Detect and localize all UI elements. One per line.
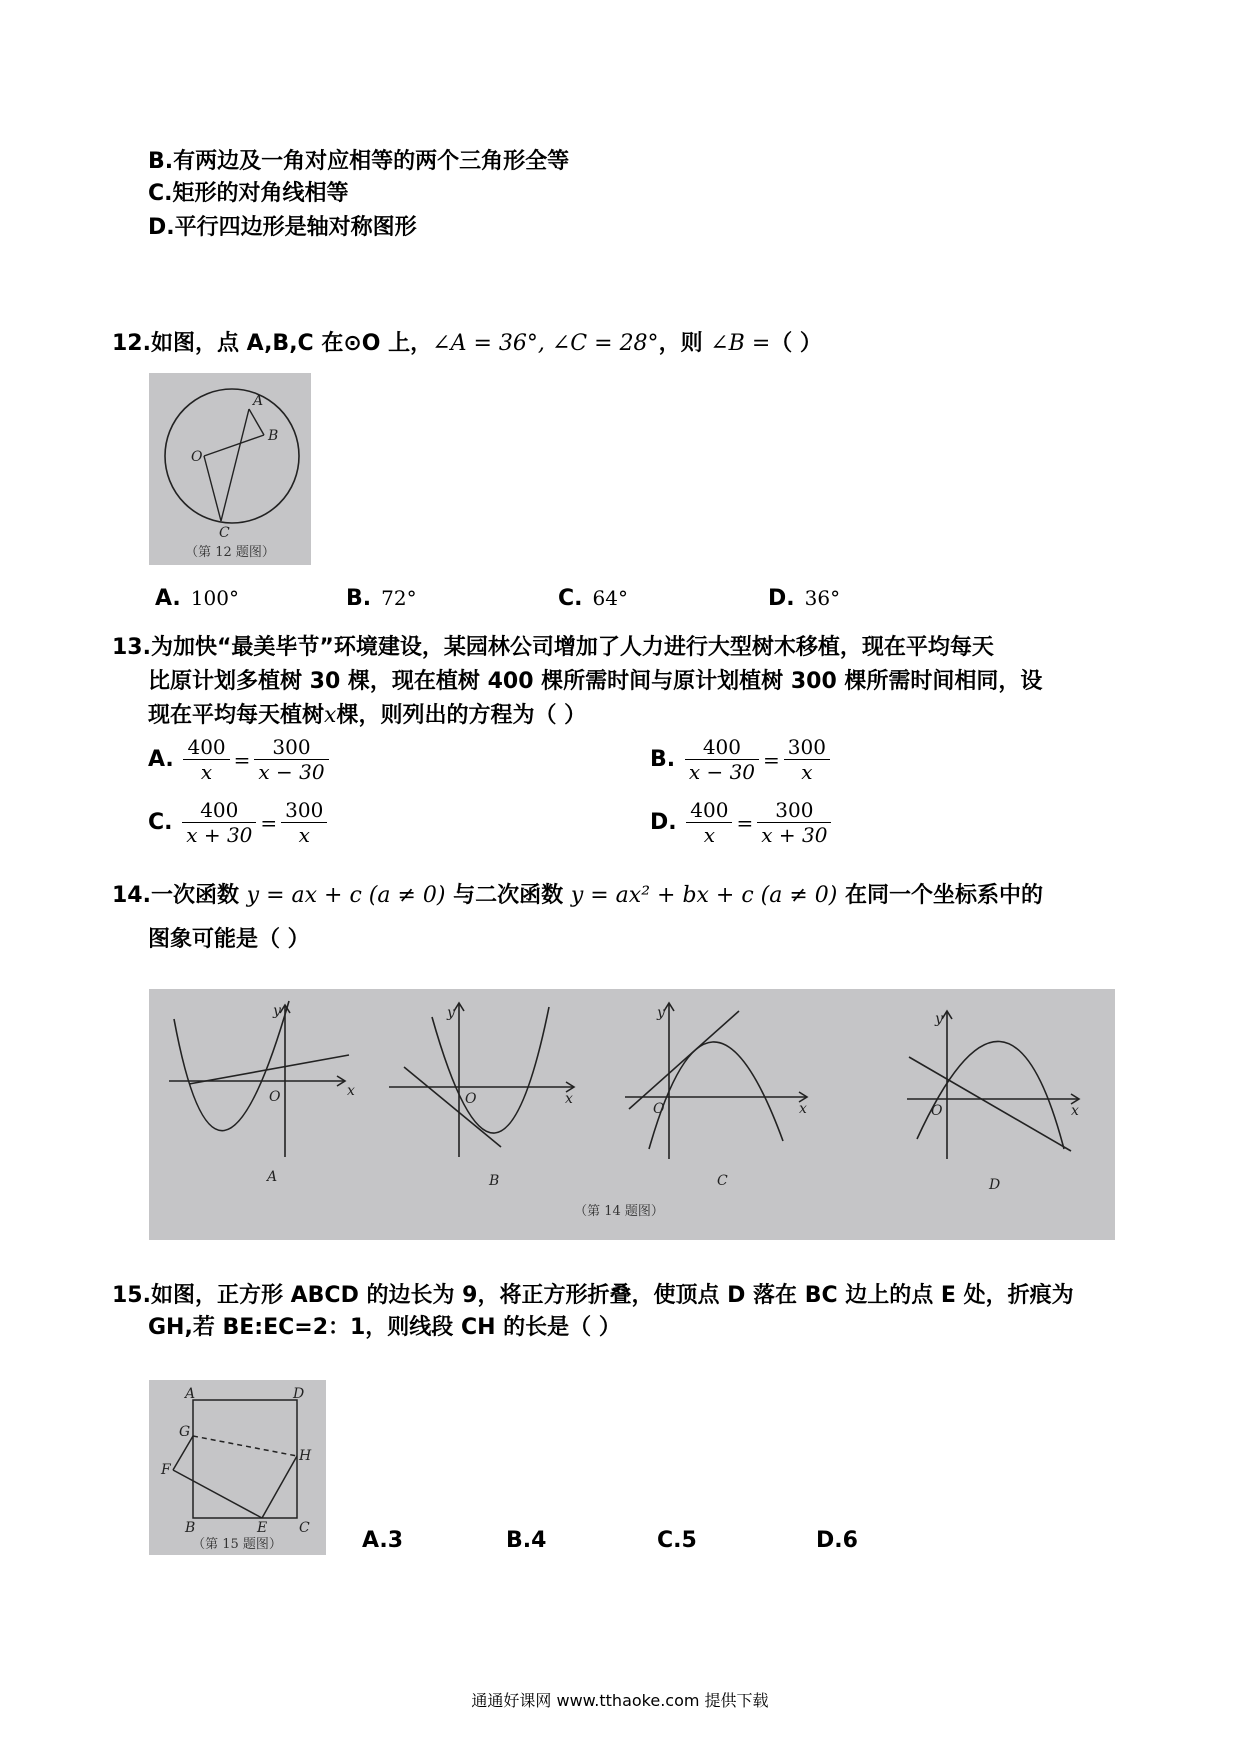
q14-line1 — [112, 880, 1043, 912]
q14-line1-pre: 14.一次函数 — [112, 883, 239, 908]
q15-figure — [149, 1380, 326, 1555]
q13-option-b-left-fraction — [685, 735, 759, 784]
q13-line3 — [148, 700, 586, 732]
q13-d-left-den: x — [703, 823, 716, 847]
q13-b-right-num: 300 — [784, 735, 830, 760]
q15-option-d: D.6 — [816, 1528, 858, 1553]
q13-option-d-left-fraction — [686, 798, 732, 847]
q15-option-c: C.5 — [657, 1528, 697, 1553]
q14-line1-mid: 与二次函数 — [453, 883, 564, 908]
q14-panel-a — [169, 1001, 349, 1157]
q12-option-b — [346, 586, 417, 611]
q12-option-a — [155, 586, 239, 611]
q13-a-left-den: x — [200, 760, 213, 784]
q14-panel-d-label: D — [989, 1177, 1001, 1193]
q12-chord-ac — [221, 409, 249, 521]
q12-label-o: O — [191, 449, 203, 465]
q13-option-a-right-fraction — [254, 735, 328, 784]
q13-option-a-left-fraction — [183, 735, 229, 784]
q15-segment-eh — [262, 1456, 297, 1518]
q13-line3-post: 棵，则列出的方程为（ ） — [336, 703, 587, 728]
q14-c-x-label: x — [799, 1101, 807, 1117]
q13-b-right-den: x — [801, 760, 813, 784]
q12-option-b-letter: B. — [346, 586, 372, 611]
q11-option-b: B.有两边及一角对应相等的两个三角形全等 — [148, 149, 570, 174]
q12-option-d — [768, 586, 840, 611]
q14-b-origin: O — [465, 1091, 477, 1107]
q13-option-c-letter: C. — [148, 810, 173, 835]
q14-c-line — [629, 1011, 739, 1109]
q15-label-f: F — [161, 1462, 171, 1478]
q15-segment-fe — [173, 1470, 262, 1518]
q12-stem-prefix: 12.如图，点 A,B,C 在⊙O 上， — [112, 331, 433, 356]
q12-stem-angles: ∠A = 36°, ∠C = 28° — [432, 331, 659, 356]
q13-option-b-letter: B. — [650, 747, 676, 772]
q13-line3-pre: 现在平均每天植树 — [148, 703, 325, 728]
q14-figure — [149, 989, 1115, 1240]
q13-option-c — [148, 798, 329, 847]
q12-option-c-letter: C. — [558, 586, 583, 611]
q12-stem — [112, 328, 822, 360]
q12-label-a: A — [253, 393, 264, 409]
q14-d-origin: O — [931, 1103, 943, 1119]
q15-label-e: E — [257, 1520, 268, 1536]
q12-figure-caption: （第 12 题图） — [185, 545, 275, 560]
q13-b-equals: = — [763, 747, 780, 772]
q14-panel-b — [389, 1003, 574, 1157]
q13-option-c-right-fraction — [281, 798, 327, 847]
q14-panel-c — [625, 1003, 807, 1159]
q14-a-line — [189, 1055, 349, 1084]
q13-d-right-den: x + 30 — [761, 823, 828, 847]
q12-option-c-value: 64° — [592, 586, 628, 610]
q15-label-c: C — [299, 1520, 310, 1536]
q13-b-left-num: 400 — [685, 735, 759, 760]
q13-line3-var: x — [324, 703, 337, 728]
q14-line1-post: 在同一个坐标系中的 — [845, 883, 1044, 908]
q13-option-d — [650, 798, 833, 847]
q15-label-h: H — [299, 1448, 312, 1464]
q13-d-right-num: 300 — [757, 798, 831, 823]
page-footer: 通通好课网 www.tthaoke.com 提供下载 — [471, 1691, 769, 1710]
q15-fold-line-gh — [193, 1436, 297, 1456]
q15-option-b: B.4 — [506, 1528, 547, 1553]
q14-panel-d — [907, 1011, 1079, 1159]
q12-stem-angle-b: ∠B = — [710, 331, 771, 356]
q13-option-b-right-fraction — [784, 735, 830, 784]
q13-option-d-letter: D. — [650, 810, 677, 835]
q13-c-equals: = — [260, 810, 278, 835]
q13-c-right-den: x — [298, 823, 310, 847]
q12-chord-ab — [249, 409, 264, 435]
q13-option-b — [650, 735, 832, 784]
q12-figure — [149, 373, 311, 565]
q14-b-x-label: x — [565, 1091, 573, 1107]
q12-option-d-letter: D. — [768, 586, 795, 611]
q14-linear-function: y = ax + c (a ≠ 0) — [246, 883, 446, 908]
q14-panel-b-label: B — [489, 1173, 500, 1189]
q13-line2: 比原计划多植树 30 棵，现在植树 400 棵所需时间与原计划植树 300 棵所需时间相同，设 — [148, 669, 1043, 694]
q12-option-c — [558, 586, 628, 611]
q13-c-left-num: 400 — [182, 798, 256, 823]
q15-figure-caption: （第 15 题图） — [192, 1537, 282, 1552]
q15-label-a: A — [185, 1386, 196, 1402]
q14-c-origin: O — [653, 1101, 665, 1117]
q13-a-right-num: 300 — [254, 735, 328, 760]
q12-option-a-value: 100° — [190, 586, 239, 610]
q14-a-y-label: y — [273, 1003, 281, 1019]
q12-stem-suffix: （ ） — [770, 331, 822, 356]
q13-a-left-num: 400 — [183, 735, 229, 760]
q15-square — [193, 1400, 297, 1518]
q15-label-d: D — [293, 1386, 305, 1402]
q13-a-right-den: x − 30 — [258, 760, 325, 784]
q12-stem-mid: ，则 — [658, 331, 711, 356]
q14-figure-caption: （第 14 题图） — [574, 1204, 664, 1219]
q13-line1: 13.为加快“最美毕节”环境建设，某园林公司增加了人力进行大型树木移植，现在平均每天 — [112, 635, 994, 660]
q13-option-c-left-fraction — [182, 798, 256, 847]
q14-b-parabola — [432, 1007, 549, 1133]
q13-option-d-right-fraction — [757, 798, 831, 847]
q15-label-g: G — [179, 1424, 191, 1440]
q14-a-x-label: x — [347, 1083, 355, 1099]
q15-segment-gf — [173, 1436, 193, 1470]
q15-line1: 15.如图，正方形 ABCD 的边长为 9，将正方形折叠，使顶点 D 落在 BC 边上的点 E 处，折痕为 — [112, 1283, 1074, 1308]
q14-a-parabola — [174, 1001, 289, 1131]
q12-label-b: B — [268, 428, 279, 444]
q11-option-d: D.平行四边形是轴对称图形 — [148, 215, 417, 240]
q12-circle — [165, 389, 299, 523]
q13-a-equals: = — [233, 747, 251, 772]
q13-c-left-den: x + 30 — [186, 823, 253, 847]
q14-line2: 图象可能是（ ） — [148, 927, 310, 952]
q13-option-a — [148, 735, 331, 784]
q12-label-c: C — [219, 525, 230, 541]
q12-radius-oc — [204, 456, 221, 521]
q12-option-d-value: 36° — [804, 586, 841, 610]
q12-option-b-value: 72° — [381, 586, 417, 610]
q13-c-right-num: 300 — [281, 798, 327, 823]
q14-panel-a-label: A — [267, 1169, 278, 1185]
q14-quadratic-function: y = ax² + bx + c (a ≠ 0) — [570, 883, 838, 908]
q15-option-a: A.3 — [362, 1528, 404, 1553]
q11-option-c: C.矩形的对角线相等 — [148, 181, 349, 206]
q13-d-left-num: 400 — [686, 798, 732, 823]
q12-radius-ob — [204, 435, 264, 456]
q15-line2: GH,若 BE:EC=2：1，则线段 CH 的长是（ ） — [148, 1315, 621, 1340]
q14-d-parabola — [917, 1041, 1064, 1149]
q14-d-y-label: y — [935, 1011, 943, 1027]
q15-label-b: B — [185, 1520, 196, 1536]
q12-option-a-letter: A. — [155, 586, 181, 611]
q13-b-left-den: x − 30 — [688, 760, 756, 784]
q14-a-origin: O — [269, 1089, 281, 1105]
q14-c-y-label: y — [657, 1005, 665, 1021]
q14-d-x-label: x — [1071, 1103, 1079, 1119]
q14-b-y-label: y — [447, 1005, 455, 1021]
q14-panel-c-label: C — [717, 1173, 728, 1189]
q13-option-a-letter: A. — [148, 747, 174, 772]
q13-d-equals: = — [736, 810, 754, 835]
